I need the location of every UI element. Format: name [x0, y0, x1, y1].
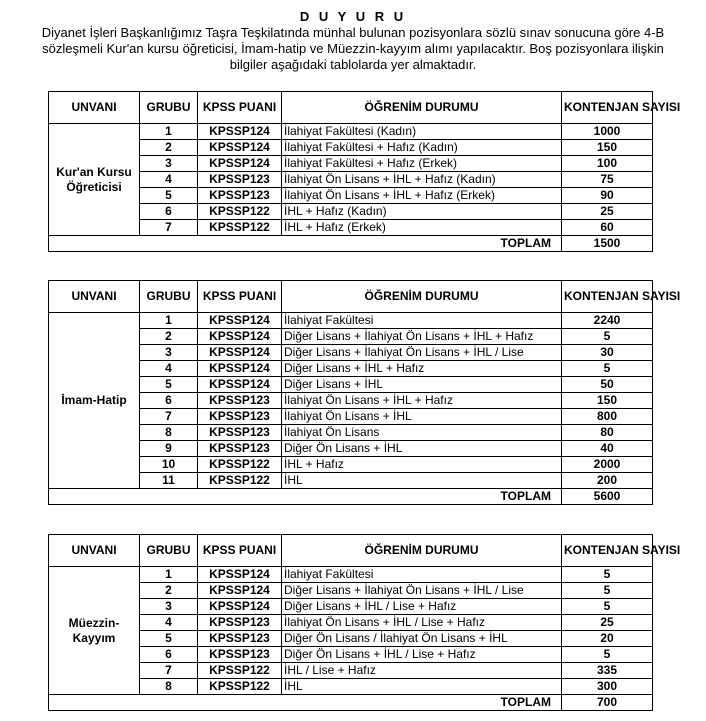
kontenjan-cell: 100 — [562, 156, 653, 172]
ogrenim-cell: İlahiyat Ön Lisans + İHL / Lise + Hafız — [282, 615, 562, 631]
ogrenim-cell: İlahiyat Ön Lisans + İHL + Hafız (Kadın) — [282, 172, 562, 188]
grubu-cell: 11 — [140, 473, 198, 489]
ogrenim-cell: İlahiyat Fakültesi + Hafız (Erkek) — [282, 156, 562, 172]
header-kontenjan-sayisi: KONTENJAN SAYISI — [562, 281, 653, 313]
grubu-cell: 1 — [140, 567, 198, 583]
kpss-cell: KPSSP124 — [198, 583, 282, 599]
grubu-cell: 9 — [140, 441, 198, 457]
grubu-cell: 4 — [140, 172, 198, 188]
kpss-cell: KPSSP122 — [198, 204, 282, 220]
kontenjan-cell: 20 — [562, 631, 653, 647]
kontenjan-cell: 1000 — [562, 124, 653, 140]
grubu-cell: 2 — [140, 329, 198, 345]
kpss-cell: KPSSP124 — [198, 156, 282, 172]
kontenjan-cell: 2240 — [562, 313, 653, 329]
ogrenim-cell: Diğer Ön Lisans / İlahiyat Ön Lisans + İHL — [282, 631, 562, 647]
table-row — [49, 188, 653, 204]
kontenjan-cell: 335 — [562, 663, 653, 679]
table-row — [49, 473, 653, 489]
header-kpss-puani: KPSS PUANI — [198, 281, 282, 313]
total-label: TOPLAM — [49, 695, 562, 711]
kontenjan-cell: 5 — [562, 361, 653, 377]
kontenjan-cell: 60 — [562, 220, 653, 236]
kontenjan-cell: 5 — [562, 583, 653, 599]
kpss-cell: KPSSP123 — [198, 647, 282, 663]
grubu-cell: 6 — [140, 647, 198, 663]
table-row — [49, 140, 653, 156]
kpss-cell: KPSSP124 — [198, 313, 282, 329]
kpss-cell: KPSSP122 — [198, 663, 282, 679]
grubu-cell: 2 — [140, 140, 198, 156]
ogrenim-cell: İlahiyat Fakültesi + Hafız (Kadın) — [282, 140, 562, 156]
grubu-cell: 7 — [140, 663, 198, 679]
ogrenim-cell: Diğer Lisans + İHL / Lise + Hafız — [282, 599, 562, 615]
ogrenim-cell: Diğer Ön Lisans + İHL — [282, 441, 562, 457]
ogrenim-cell: İHL + Hafız (Erkek) — [282, 220, 562, 236]
kpss-cell: KPSSP123 — [198, 188, 282, 204]
grubu-cell: 4 — [140, 615, 198, 631]
total-row — [49, 695, 653, 711]
kontenjan-cell: 5 — [562, 647, 653, 663]
kpss-cell: KPSSP124 — [198, 377, 282, 393]
kpss-cell: KPSSP124 — [198, 361, 282, 377]
kpss-cell: KPSSP122 — [198, 473, 282, 489]
header-grubu: GRUBU — [140, 281, 198, 313]
unvan-cell: Kur'an Kursu Öğreticisi — [49, 124, 140, 236]
grubu-cell: 1 — [140, 313, 198, 329]
ogrenim-cell: İlahiyat Fakültesi — [282, 567, 562, 583]
table-row — [49, 220, 653, 236]
unvan-cell: İmam-Hatip — [49, 313, 140, 489]
header-kontenjan-sayisi: KONTENJAN SAYISI — [562, 535, 653, 567]
kontenjan-cell: 300 — [562, 679, 653, 695]
intro-text: Diyanet İşleri Başkanlığımız Taşra Teşkilatında münhal bulunan pozisyonlara sözlü sınav sonucuna göre 4-B sözleşmeli Kur'an kursu öğreticisi, İmam-hatip ve Müezzin-kayyım alımı yapılacaktır. Boş pozisyonlara ilişkin bilgiler aşağıdaki tablolarda yer almaktadır. — [41, 25, 665, 72]
kontenjan-cell: 25 — [562, 615, 653, 631]
kpss-cell: KPSSP122 — [198, 679, 282, 695]
header-grubu: GRUBU — [140, 535, 198, 567]
table-row — [49, 313, 653, 329]
ogrenim-cell: İlahiyat Fakültesi (Kadın) — [282, 124, 562, 140]
grubu-cell: 3 — [140, 345, 198, 361]
table-row — [49, 393, 653, 409]
table-row — [49, 647, 653, 663]
kpss-cell: KPSSP123 — [198, 441, 282, 457]
ogrenim-cell: Diğer Lisans + İHL + Hafız — [282, 361, 562, 377]
ogrenim-cell: İlahiyat Ön Lisans — [282, 425, 562, 441]
grubu-cell: 3 — [140, 156, 198, 172]
header-kontenjan-sayisi: KONTENJAN SAYISI — [562, 92, 653, 124]
ogrenim-cell: İHL + Hafız — [282, 457, 562, 473]
table-row — [49, 679, 653, 695]
ogrenim-cell: Diğer Lisans + İlahiyat Ön Lisans + İHL + Hafız — [282, 329, 562, 345]
grubu-cell: 8 — [140, 679, 198, 695]
table-row — [49, 567, 653, 583]
kpss-cell: KPSSP123 — [198, 425, 282, 441]
table-row — [49, 425, 653, 441]
grubu-cell: 5 — [140, 188, 198, 204]
table-row — [49, 583, 653, 599]
table-row — [49, 172, 653, 188]
grubu-cell: 3 — [140, 599, 198, 615]
kpss-cell: KPSSP124 — [198, 140, 282, 156]
table-header-row — [49, 535, 653, 567]
grubu-cell: 4 — [140, 361, 198, 377]
ogrenim-cell: Diğer Lisans + İlahiyat Ön Lisans + İHL / Lise — [282, 583, 562, 599]
kpss-cell: KPSSP123 — [198, 631, 282, 647]
total-value: 1500 — [562, 236, 653, 252]
kpss-cell: KPSSP124 — [198, 599, 282, 615]
table-header-row — [49, 281, 653, 313]
ogrenim-cell: İlahiyat Fakültesi — [282, 313, 562, 329]
grubu-cell: 8 — [140, 425, 198, 441]
kpss-cell: KPSSP123 — [198, 409, 282, 425]
total-row — [49, 489, 653, 505]
kontenjan-cell: 200 — [562, 473, 653, 489]
kontenjan-cell: 80 — [562, 425, 653, 441]
table-row — [49, 156, 653, 172]
table-row — [49, 631, 653, 647]
table-row — [49, 599, 653, 615]
kpss-cell: KPSSP122 — [198, 220, 282, 236]
kpss-cell: KPSSP124 — [198, 345, 282, 361]
kuran-kursu-table — [48, 91, 681, 252]
kontenjan-cell: 5 — [562, 329, 653, 345]
kontenjan-cell: 150 — [562, 393, 653, 409]
kpss-cell: KPSSP123 — [198, 172, 282, 188]
ogrenim-cell: İHL + Hafız (Kadın) — [282, 204, 562, 220]
kpss-cell: KPSSP124 — [198, 329, 282, 345]
grubu-cell: 10 — [140, 457, 198, 473]
ogrenim-cell: İHL — [282, 473, 562, 489]
grubu-cell: 5 — [140, 377, 198, 393]
header-unvani: UNVANI — [49, 92, 140, 124]
kontenjan-cell: 50 — [562, 377, 653, 393]
ogrenim-cell: İlahiyat Ön Lisans + İHL + Hafız (Erkek) — [282, 188, 562, 204]
grubu-cell: 2 — [140, 583, 198, 599]
kpss-cell: KPSSP123 — [198, 393, 282, 409]
kontenjan-cell: 150 — [562, 140, 653, 156]
kontenjan-cell: 5 — [562, 567, 653, 583]
ogrenim-cell: İHL / Lise + Hafız — [282, 663, 562, 679]
header-kpss-puani: KPSS PUANI — [198, 535, 282, 567]
kontenjan-cell: 40 — [562, 441, 653, 457]
table-row — [49, 329, 653, 345]
grubu-cell: 6 — [140, 204, 198, 220]
grubu-cell: 7 — [140, 220, 198, 236]
ogrenim-cell: İHL — [282, 679, 562, 695]
grubu-cell: 7 — [140, 409, 198, 425]
kpss-cell: KPSSP124 — [198, 567, 282, 583]
table-row — [49, 409, 653, 425]
total-label: TOPLAM — [49, 489, 562, 505]
table-row — [49, 124, 653, 140]
header-ogrenim-durumu: ÖĞRENİM DURUMU — [282, 535, 562, 567]
table-row — [49, 377, 653, 393]
grubu-cell: 5 — [140, 631, 198, 647]
table-row — [49, 204, 653, 220]
kpss-cell: KPSSP122 — [198, 457, 282, 473]
unvan-cell: Müezzin-Kayyım — [49, 567, 140, 695]
table-row — [49, 615, 653, 631]
total-row — [49, 236, 653, 252]
table-row — [49, 345, 653, 361]
ogrenim-cell: İlahiyat Ön Lisans + İHL — [282, 409, 562, 425]
header-ogrenim-durumu: ÖĞRENİM DURUMU — [282, 92, 562, 124]
ogrenim-cell: Diğer Lisans + İHL — [282, 377, 562, 393]
table-row — [49, 663, 653, 679]
muezzin-kayyim-table — [48, 534, 681, 711]
table-row — [49, 361, 653, 377]
total-value: 5600 — [562, 489, 653, 505]
ogrenim-cell: İlahiyat Ön Lisans + İHL + Hafız — [282, 393, 562, 409]
total-label: TOPLAM — [49, 236, 562, 252]
kpss-cell: KPSSP123 — [198, 615, 282, 631]
grubu-cell: 1 — [140, 124, 198, 140]
ogrenim-cell: Diğer Lisans + İlahiyat Ön Lisans + İHL / Lise — [282, 345, 562, 361]
total-value: 700 — [562, 695, 653, 711]
kontenjan-cell: 75 — [562, 172, 653, 188]
grubu-cell: 6 — [140, 393, 198, 409]
kontenjan-cell: 5 — [562, 599, 653, 615]
header-unvani: UNVANI — [49, 535, 140, 567]
kontenjan-cell: 2000 — [562, 457, 653, 473]
header-unvani: UNVANI — [49, 281, 140, 313]
kontenjan-cell: 90 — [562, 188, 653, 204]
kontenjan-cell: 30 — [562, 345, 653, 361]
kontenjan-cell: 800 — [562, 409, 653, 425]
header-ogrenim-durumu: ÖĞRENİM DURUMU — [282, 281, 562, 313]
table-row — [49, 457, 653, 473]
page-title: D U Y U R U — [299, 9, 407, 24]
kontenjan-cell: 25 — [562, 204, 653, 220]
table-header-row — [49, 92, 653, 124]
header-grubu: GRUBU — [140, 92, 198, 124]
imam-hatip-table — [48, 280, 681, 505]
ogrenim-cell: Diğer Ön Lisans + İHL / Lise + Hafız — [282, 647, 562, 663]
kpss-cell: KPSSP124 — [198, 124, 282, 140]
table-row — [49, 441, 653, 457]
header-kpss-puani: KPSS PUANI — [198, 92, 282, 124]
